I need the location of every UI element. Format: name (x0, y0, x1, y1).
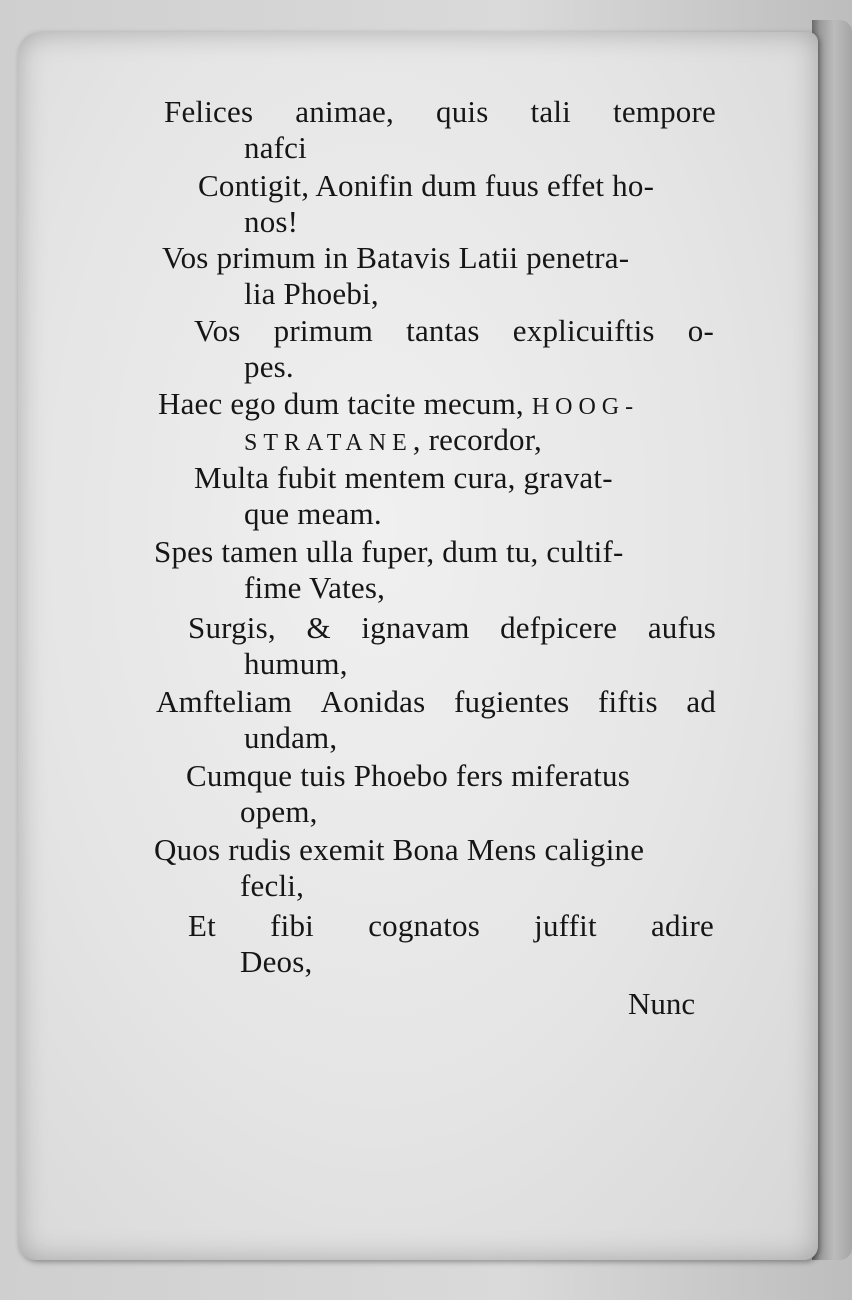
poem-line-16: humum, (244, 646, 348, 681)
line-text: Haec ego dum tacite mecum, (158, 386, 532, 421)
word: cognatos (368, 908, 480, 943)
word: Surgis, (188, 610, 276, 645)
catchword: Nunc (628, 986, 696, 1021)
poem-line-9 (158, 386, 639, 425)
word: aufus (647, 610, 716, 645)
poem-line-18: undam, (244, 720, 338, 755)
small-caps-name: STRATANE (244, 430, 413, 456)
word: ad (686, 684, 716, 719)
poem-line-23 (188, 908, 714, 944)
poem-line-10 (244, 422, 542, 461)
poem-line-19: Cumque tuis Phoebo fers miferatus (186, 758, 630, 793)
word: fibi (270, 908, 314, 943)
poem-line-2: nafci (244, 130, 307, 165)
word: Vos (194, 313, 241, 348)
word: explicuiftis (512, 313, 655, 348)
poem-line-1 (164, 94, 716, 130)
poem-line-11: Multa fubit mentem cura, gravat- (194, 460, 613, 495)
word: Et (188, 908, 216, 943)
poem-line-6: lia Phoebi, (244, 276, 379, 311)
word: Aonidas (320, 684, 426, 719)
poem-line-7 (194, 313, 714, 349)
poem-line-21: Quos rudis exemit Bona Mens caligine (154, 832, 645, 867)
word: adire (650, 908, 714, 943)
word: & (306, 610, 331, 645)
word: fiftis (598, 684, 658, 719)
word: tali (530, 94, 571, 129)
word: fugientes (453, 684, 570, 719)
poem-line-5: Vos primum in Batavis Latii penetra- (162, 240, 630, 275)
poem-line-24: Deos, (240, 944, 313, 979)
poem-line-17 (156, 684, 716, 720)
word: Felices (164, 94, 254, 129)
word: ignavam (361, 610, 470, 645)
poem-line-4: nos! (244, 204, 299, 239)
word: primum (273, 313, 374, 348)
small-caps-name: HOOG- (531, 394, 640, 420)
poem-line-15 (188, 610, 716, 646)
word: defpicere (500, 610, 618, 645)
word: animae, (295, 94, 394, 129)
word: o- (687, 313, 714, 348)
word: Amfteliam (156, 684, 293, 719)
poem-line-14: fime Vates, (244, 570, 386, 605)
line-text: , recordor, (412, 422, 542, 457)
word: quis (436, 94, 489, 129)
poem-line-20: opem, (240, 794, 318, 829)
poem-line-22: fecli, (240, 868, 305, 903)
word: tantas (406, 313, 480, 348)
poem-line-3: Contigit, Aonifin dum fuus effet ho- (198, 168, 655, 203)
word: tempore (613, 94, 716, 129)
poem-line-12: que meam. (244, 496, 382, 531)
poem-line-13: Spes tamen ulla fuper, dum tu, cultif- (154, 534, 624, 569)
word: juffit (534, 908, 597, 943)
poem-line-8: pes. (244, 349, 294, 384)
